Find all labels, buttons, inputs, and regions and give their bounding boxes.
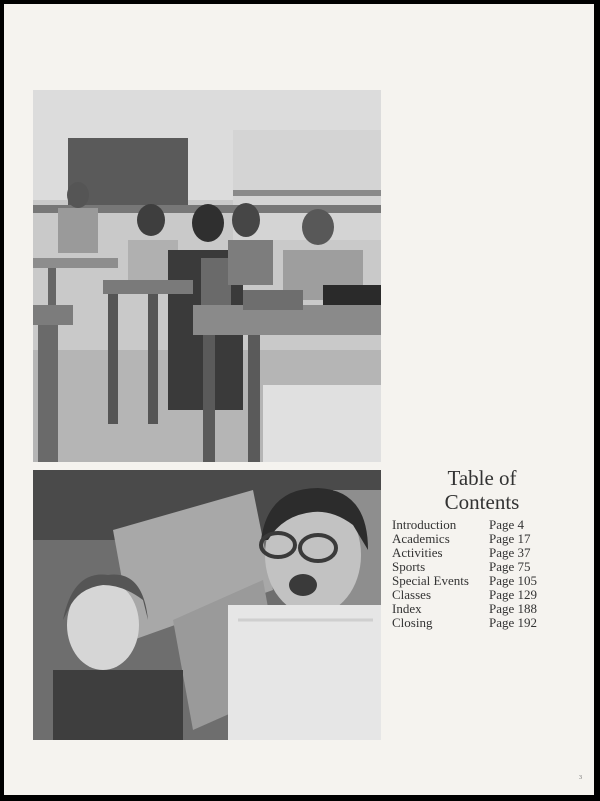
toc-list — [392, 518, 572, 630]
toc-entry-page: Page 192 — [489, 615, 538, 630]
toc-entry-page: Page 129 — [489, 587, 538, 602]
toc-entry-name: Special Events — [392, 573, 469, 588]
toc-title-line2: Contents — [444, 490, 520, 514]
toc-entry-page: Page 37 — [489, 545, 531, 560]
toc-entry-name: Index — [392, 601, 422, 616]
toc-title-line1: Table of — [447, 466, 517, 490]
toc-entry-name: Activities — [392, 545, 443, 560]
toc-entry-page: Page 17 — [489, 531, 531, 546]
classroom-photo — [33, 90, 381, 462]
table-of-contents — [392, 466, 572, 630]
toc-entry-page: Page 75 — [489, 559, 531, 574]
toc-entry-name: Sports — [392, 559, 426, 574]
toc-entry-index — [392, 602, 572, 616]
spectators-photo — [33, 470, 381, 740]
toc-entry-name: Closing — [392, 615, 433, 630]
toc-entry-classes — [392, 588, 572, 602]
toc-entry-name: Classes — [392, 587, 431, 602]
toc-entry-page: Page 188 — [489, 601, 538, 616]
yearbook-page — [4, 4, 594, 795]
toc-entry-special-events — [392, 574, 572, 588]
toc-entry-name: Introduction — [392, 517, 457, 532]
toc-entry-sports — [392, 560, 572, 574]
toc-entry-name: Academics — [392, 531, 450, 546]
toc-entry-closing — [392, 616, 572, 630]
toc-entry-activities — [392, 546, 572, 560]
toc-title — [392, 466, 572, 514]
toc-entry-page: Page 4 — [489, 517, 525, 532]
toc-entry-page: Page 105 — [489, 573, 538, 588]
toc-entry-academics — [392, 532, 572, 546]
page-number: 3 — [579, 775, 582, 781]
toc-entry-introduction — [392, 518, 572, 532]
